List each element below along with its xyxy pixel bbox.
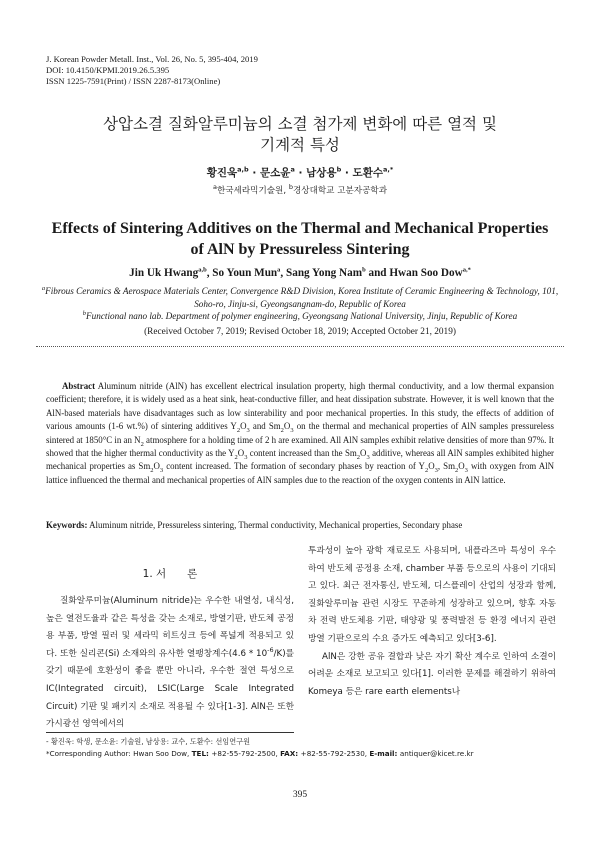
abstract-text: on the thermal and mechanical properties of AlN samples pressureless sintered at 1850°C in an N (46, 421, 554, 445)
subscript: 2 (424, 467, 429, 475)
footnote-divider (46, 732, 294, 733)
keywords-text: Aluminum nitride, Pressureless sintering, Thermal conductivity, Mechanical properties, Secondary phase (87, 520, 463, 530)
english-affiliation-a: Fibrous Ceramics & Aerospace Materials Center, Convergence R&D Division, Korea Institute of Ceramic Engineering & Technology, 101, Soho-ro, Jinju-si, Gyeongsangnam-do, Republic of Korea (45, 286, 559, 309)
footnote-label: *Corresponding Author: (46, 749, 134, 758)
english-title-line1: Effects of Sintering Additives on the Thermal and Mechanical Properties (51, 220, 549, 237)
subscript: 2 (236, 427, 241, 434)
author-separator: · (341, 167, 353, 179)
body-column-right (308, 543, 556, 701)
subscript: 3 (244, 453, 248, 461)
keywords-label: Keywords: (46, 520, 88, 530)
subscript: 3 (464, 467, 468, 475)
abstract-text: additive, whereas all AlN samples exhibited higher mechanical properties as Sm (46, 448, 554, 472)
abstract-text: content increased than the Sm (247, 448, 357, 459)
footnote-corresponding (46, 749, 556, 758)
korean-affiliations (40, 184, 560, 196)
footnote-tel: +82-55-792-2500, (211, 749, 281, 758)
abstract (46, 380, 554, 487)
subscript: 2 (234, 453, 238, 461)
author-separator: · (248, 167, 260, 179)
author-mark: a,b (198, 266, 207, 274)
abstract-text: with oxygen from AlN lattice influenced the thermal and mechanical properties of AlN samples due to the reaction of the oxygen contents in AlN lattice. (46, 461, 554, 485)
subscript: 3 (290, 427, 294, 434)
author-name: 황진욱 (206, 167, 238, 179)
footnote-fax-label: FAX: (280, 749, 301, 758)
author-separator: , (206, 267, 213, 279)
subscript: 3 (159, 467, 164, 475)
author-name: Hwan Soo Dow (389, 267, 463, 279)
subscript: 2 (356, 453, 361, 461)
english-affiliation-b: Functional nano lab. Department of polymer engineering, Gyeongsang National University, Jinju, Republic of Korea (86, 311, 518, 321)
chem-o: O (458, 461, 465, 472)
chem-o: O (237, 448, 245, 459)
journal-header (46, 54, 258, 88)
subscript: 2 (280, 427, 284, 434)
abstract-text: Aluminum nitride (AlN) has excellent electrical insulation property, high thermal conductivity, and a low thermal expansion coefficient; therefore, it is widely used as a heat sink, heat-conductive filler, and heat dissipation substrate. However, it is well known that the AlN-based materials have disadvantages such as low sinterability and poor mechanical properties. In this study, the effects of addition of various amounts (1-6 wt.%) of sintering additives Y (46, 381, 554, 432)
body-text: /K)를 갖기 때문에 호환성이 좋을 뿐만 아니라, 우수한 절연 특성으로 IC(Integrated circuit), LSIC(Large Scale Integrated Circuit) 기판 및 패키지 소재로 적용될 수 있다[1-3]. AlN은 또한 가시광선 영역에서의 (46, 648, 294, 730)
exponent: -6 (267, 645, 274, 654)
section-heading: 1. 서 론 (142, 568, 198, 580)
abstract-text: content increased. The formation of secondary phases by reaction of Y (163, 461, 425, 472)
author-mark: b (336, 165, 342, 174)
author-mark: a,* (382, 165, 394, 174)
footnote-tel-label: TEL: (191, 749, 212, 758)
author-separator: · (294, 167, 307, 179)
chem-o: O (360, 448, 367, 459)
chem-o: O (240, 421, 247, 432)
subscript: 2 (150, 467, 154, 475)
english-authors (40, 267, 560, 279)
korean-affiliation-a: 한국세라믹기술원, (216, 186, 289, 196)
body-text: 질화알루미늄(Aluminum nitride)는 우수한 내열성, 내식성, 높은 열전도율과 같은 특성을 갖는 소재로, 방열기판, 반도체 공정용 부품, 방열 필러 및 세라믹 히트싱크 등에 폭넓게 적용되고 있다. 또한 실리콘(Si) 소재와의 유사한 열팽창계수(4.6 * 10 (46, 596, 294, 659)
author-name: So Youn Mun (212, 267, 278, 279)
chem-o: O (153, 461, 160, 472)
footnote-email-label: E-mail: (369, 749, 400, 758)
author-separator: and (365, 267, 390, 279)
korean-title (40, 114, 560, 156)
received-dates: (Received October 7, 2019; Revised October 18, 2019; Accepted October 21, 2019) (144, 327, 456, 337)
abstract-text: and Sm (249, 421, 281, 432)
english-affiliations (36, 285, 564, 323)
journal-doi: DOI: 10.4150/KPMI.2019.26.5.395 (46, 65, 170, 76)
chem-o: O (283, 421, 291, 432)
abstract-text: atmosphere for a holding time of 2 h are examined. All AlN samples exhibit relative densities of more than 97%. It showed that the higher thermal conductivity as the Y (46, 434, 554, 459)
footnote-fax: +82-55-792-2530, (300, 749, 370, 758)
abstract-label: Abstract (62, 381, 96, 391)
footnote-roles: - 황진욱: 학생, 문소윤: 기술원, 남상용: 교수, 도환수: 선임연구원 (46, 737, 251, 746)
body-paragraph: AlN은 강한 공유 결합과 낮은 자기 확산 계수로 인하여 소결이 어려운 소재로 보고되고 있다[1]. 이러한 문제를 해결하기 위하여 Komeya 등은 rare earth elements나 (308, 651, 556, 697)
korean-affiliation-b: 경상대학교 고분자공학과 (292, 186, 388, 196)
divider-line (36, 346, 564, 347)
body-column-left (46, 593, 294, 734)
english-title (40, 218, 560, 260)
author-name: 문소윤 (260, 167, 291, 179)
author-name: Jin Uk Hwang (129, 267, 199, 279)
affiliation-mark: a (212, 183, 217, 192)
footnote-email[interactable]: antiquer@kicet.re.kr (399, 749, 474, 758)
subscript: 3 (434, 467, 438, 475)
page-number: 395 (292, 790, 308, 800)
author-mark: b (362, 266, 366, 274)
korean-authors (40, 165, 560, 180)
footnote-name: Hwan Soo Dow, (133, 749, 192, 758)
author-name: Sang Yong Nam (286, 267, 363, 279)
chem-o: O (428, 461, 435, 472)
affiliation-mark: a (41, 284, 46, 292)
body-paragraph: 투과성이 높아 광학 재료로도 사용되며, 내플라즈마 특성이 우수하여 반도체 공정용 소재, chamber 부품 등으로의 사용이 기대되고 있다. 최근 전자통신, 반도체, 디스플레이 산업의 성장과 함께, 질화알루미늄 관련 시장도 꾸준하게 성장하고 있으며, 향후 자동차 전력 반도체용 기판, 태양광 및 풍력발전 등 환경 에너지 관련 방열 기판으로의 수요 증가도 예측되고 있다[3-6]. (308, 546, 556, 644)
subscript: 2 (140, 440, 144, 448)
author-name: 도환수 (352, 167, 383, 179)
author-mark: a,b (237, 165, 249, 174)
english-title-line2: of AlN by Pressureless Sintering (190, 241, 410, 258)
abstract-text: , Sm (437, 461, 455, 472)
subscript: 2 (454, 467, 459, 475)
author-mark: a,* (462, 266, 471, 274)
affiliation-mark: b (82, 309, 87, 317)
affiliation-mark: b (288, 183, 293, 192)
author-mark: a (277, 266, 281, 274)
subscript: 3 (366, 453, 370, 461)
author-mark: a (290, 165, 295, 174)
english-affiliation-a-block (36, 285, 564, 310)
english-affiliation-b-block (36, 310, 564, 323)
author-separator: , (280, 267, 286, 279)
subscript: 3 (246, 427, 250, 434)
journal-citation: J. Korean Powder Metall. Inst., Vol. 26, No. 5, 395-404, 2019 (46, 54, 258, 64)
journal-issn: ISSN 1225-7591(Print) / ISSN 2287-8173(Online) (46, 76, 221, 87)
korean-title-line2: 기계적 특성 (260, 136, 340, 154)
author-name: 남상용 (306, 167, 337, 179)
korean-title-line1: 상압소결 질화알루미늄의 소결 첨가제 변화에 따른 열적 및 (103, 115, 497, 133)
keywords (46, 520, 554, 530)
